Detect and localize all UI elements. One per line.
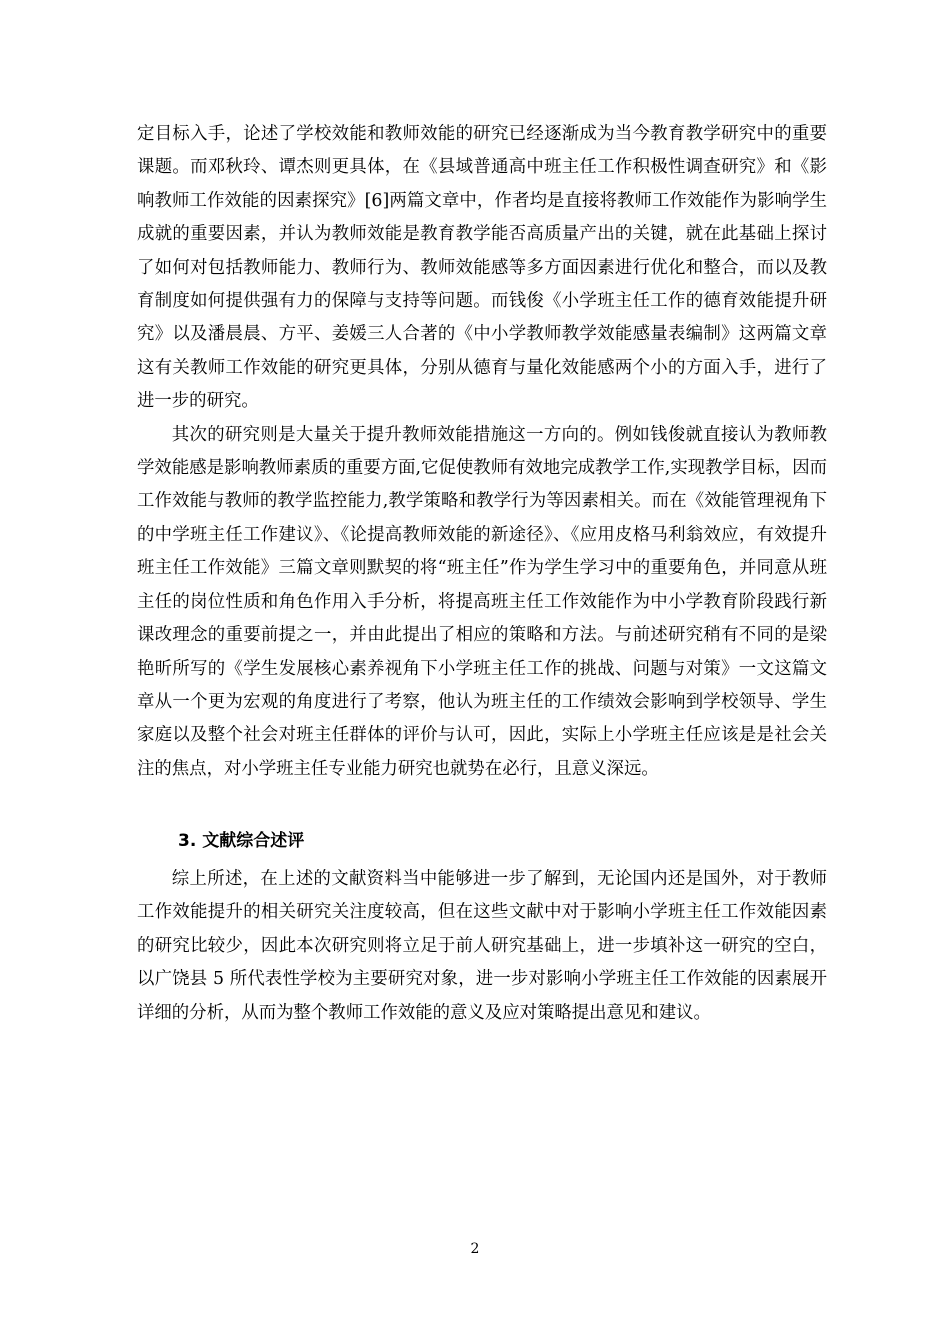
paragraph-continuation: 定目标入手，论述了学校效能和教师效能的研究已经逐渐成为当今教育教学研究中的重要课题。而邓秋玲、谭杰则更具体，在《县域普通高中班主任工作积极性调查研究》和《影响教师工作效能的因素探究》[6]两篇文章中，作者均是直接将教师工作效能作为影响学生成就的重要因素，并认为教师效能是教育教学能否高质量产出的关键，就在此基础上探讨了如何对包括教师能力、教师行为、教师效能感等多方面因素进行优化和整合，而以及教育制度如何提供强有力的保障与支持等问题。而钱俊《小学班主任工作的德育效能提升研究》以及潘晨晨、方平、姜媛三人合著的《中小学教师教学效能感量表编制》这两篇文章这有关教师工作效能的研究更具体，分别从德育与量化效能感两个小的方面入手，进行了进一步的研究。	[137, 124, 827, 412]
body-text-bottom	[137, 863, 827, 1030]
paragraph-improvement-measures: 其次的研究则是大量关于提升教师效能措施这一方向的。例如钱俊就直接认为教师教学效能感是影响教师素质的重要方面,它促使教师有效地完成教学工作,实现教学目标，因而工作效能与教师的教学监控能力,教学策略和教学行为等因素相关。而在《效能管理视角下的中学班主任工作建议》、《论提高教师效能的新途径》、《应用皮格马利翁效应，有效提升班主任工作效能》三篇文章则默契的将“班主任”作为学生学习中的重要角色，并同意从班主任的岗位性质和角色作用入手分析，将提高班主任工作效能作为中小学教育阶段践行新课改理念的重要前提之一，并由此提出了相应的策略和方法。与前述研究稍有不同的是梁艳昕所写的《学生发展核心素养视角下小学班主任工作的挑战、问题与对策》一文这篇文章从一个更为宏观的角度进行了考察，他认为班主任的工作绩效会影响到学校领导、学生家庭以及整个社会对班主任群体的评价与认可，因此，实际上小学班主任应该是是社会关注的焦点，对小学班主任专业能力研究也就势在必行，且意义深远。	[137, 424, 827, 779]
paragraph-summary: 综上所述，在上述的文献资料当中能够进一步了解到，无论国内还是国外，对于教师工作效能提升的相关研究关注度较高，但在这些文献中对于影响小学班主任工作效能因素的研究比较少，因此本次研究则将立足于前人研究基础上，进一步填补这一研究的空白，以广饶县 5 所代表性学校为主要研究对象，进一步对影响小学班主任工作效能的因素展开详细的分析，从而为整个教师工作效能的意义及应对策略提出意见和建议。	[137, 869, 827, 1023]
page-number: 2	[470, 1241, 480, 1257]
body-text-top	[137, 118, 827, 786]
section-heading: 3. 文献综合述评	[178, 831, 305, 851]
